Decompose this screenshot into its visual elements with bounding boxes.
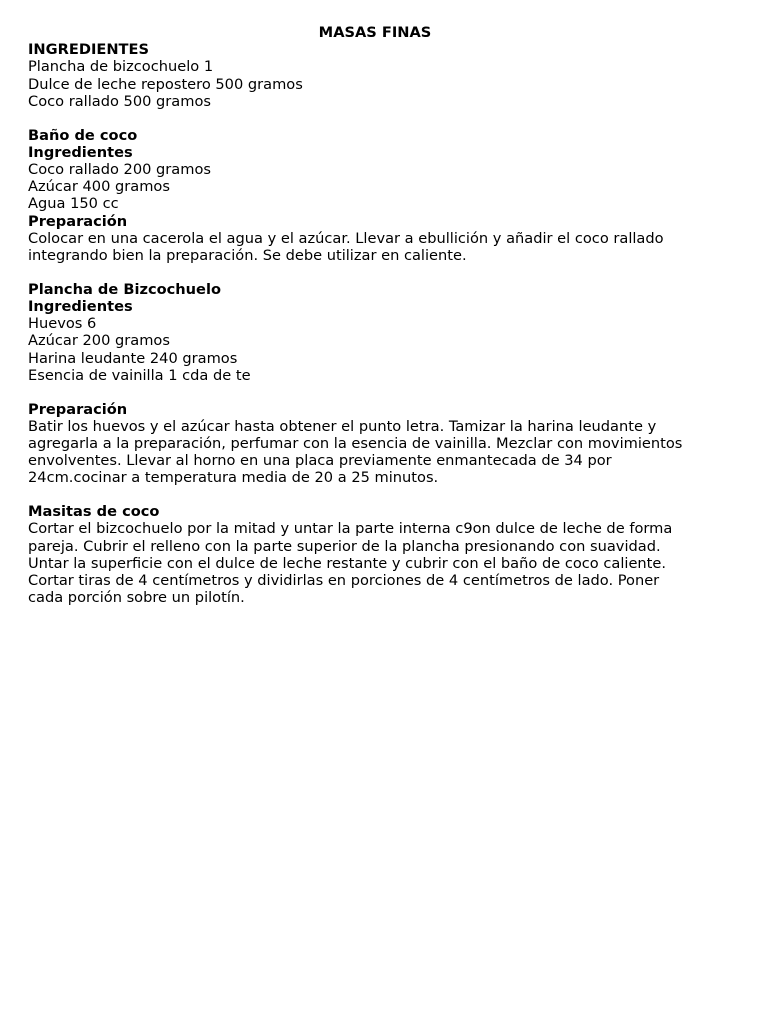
document-title: MASAS FINAS	[318, 24, 432, 41]
main-ingredients-heading: INGREDIENTES	[28, 41, 149, 59]
plancha-ingredients-heading: Ingredientes	[28, 298, 133, 316]
section-spacer	[28, 487, 740, 504]
masitas-line: cada porción sobre un pilotín.	[28, 589, 245, 607]
main-ingredients-section	[28, 41, 740, 110]
bano-preparation-heading: Preparación	[28, 212, 128, 230]
main-ingredient-item: Plancha de bizcochuelo 1	[28, 58, 214, 76]
masitas-line: Cortar tiras de 4 centímetros y dividirlas en porciones de 4 centímetros de lado. Poner	[28, 572, 660, 590]
plancha-preparation-line: agregarla a la preparación, perfumar con la esencia de vainilla. Mezclar con movimientos	[28, 435, 683, 453]
plancha-preparation-heading: Preparación	[28, 400, 128, 418]
plancha-ingredient-item: Harina leudante 240 gramos	[28, 349, 238, 367]
plancha-heading: Plancha de Bizcochuelo	[28, 280, 221, 298]
plancha-preparation-line: 24cm.cocinar a temperatura media de 20 a 25 minutos.	[28, 469, 439, 487]
main-ingredient-item: Coco rallado 500 gramos	[28, 92, 211, 110]
section-spacer	[28, 384, 740, 401]
section-spacer	[28, 264, 740, 281]
bano-preparation-line: integrando bien la preparación. Se debe utilizar en caliente.	[28, 247, 467, 265]
plancha-ingredient-item: Huevos 6	[28, 315, 97, 333]
plancha-ingredient-item: Esencia de vainilla 1 cda de te	[28, 366, 251, 384]
masitas-line: Cortar el bizcochuelo por la mitad y untar la parte interna c9on dulce de leche de forma	[28, 520, 673, 538]
document-page	[28, 24, 740, 606]
plancha-section	[28, 281, 740, 487]
bano-ingredient-item: Azúcar 400 gramos	[28, 178, 170, 196]
bano-de-coco-section	[28, 127, 740, 265]
bano-ingredient-item: Coco rallado 200 gramos	[28, 161, 211, 179]
main-ingredient-item: Dulce de leche repostero 500 gramos	[28, 75, 303, 93]
plancha-preparation-line: Batir los huevos y el azúcar hasta obtener el punto letra. Tamizar la harina leudante y	[28, 417, 657, 435]
section-spacer	[28, 110, 740, 127]
masitas-line: Untar la superficie con el dulce de leche restante y cubrir con el baño de coco caliente.	[28, 554, 667, 572]
masitas-section	[28, 503, 740, 606]
bano-ingredient-item: Agua 150 cc	[28, 195, 119, 213]
bano-ingredients-heading: Ingredientes	[28, 143, 133, 161]
masitas-line: pareja. Cubrir el relleno con la parte superior de la plancha presionando con suavidad.	[28, 537, 661, 555]
bano-de-coco-heading: Baño de coco	[28, 126, 138, 144]
bano-preparation-line: Colocar en una cacerola el agua y el azúcar. Llevar a ebullición y añadir el coco rallado	[28, 229, 664, 247]
plancha-ingredient-item: Azúcar 200 gramos	[28, 332, 170, 350]
plancha-preparation-line: envolventes. Llevar al horno en una placa previamente enmantecada de 34 por	[28, 452, 612, 470]
masitas-heading: Masitas de coco	[28, 503, 160, 521]
